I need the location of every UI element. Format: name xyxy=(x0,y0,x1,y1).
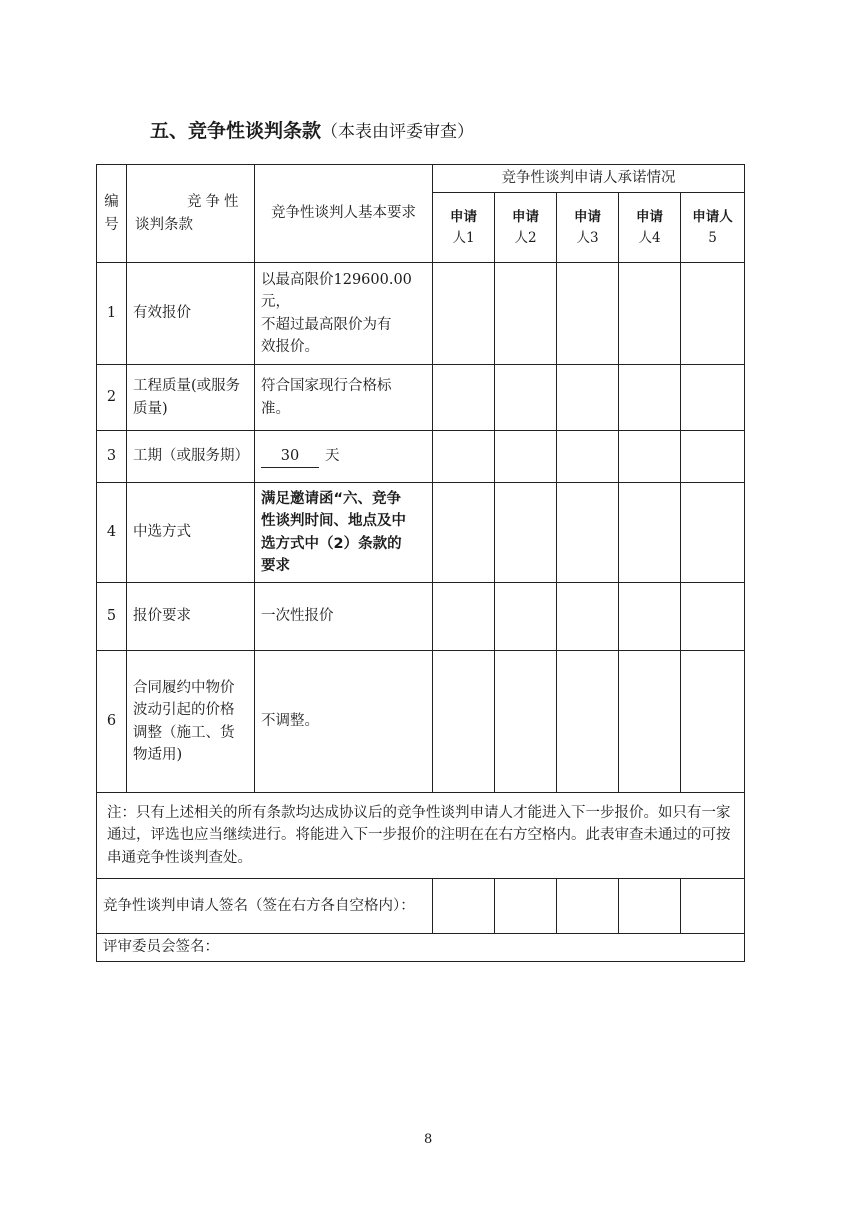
commitment-cell[interactable] xyxy=(557,365,619,431)
section-title-note: （本表由评委审查） xyxy=(321,122,475,142)
header-applicant-1: 申请 人1 xyxy=(433,193,495,263)
commitment-cell[interactable] xyxy=(557,583,619,651)
commitment-cell[interactable] xyxy=(681,263,745,365)
commitment-cell[interactable] xyxy=(681,365,745,431)
commitment-cell[interactable] xyxy=(557,483,619,583)
section-title-main: 五、竞争性谈判条款 xyxy=(150,120,322,142)
duration-unit: 天 xyxy=(325,447,340,464)
commitment-cell[interactable] xyxy=(433,431,495,483)
commitment-cell[interactable] xyxy=(433,263,495,365)
commitment-cell[interactable] xyxy=(495,431,557,483)
commitment-cell[interactable] xyxy=(619,431,681,483)
commitment-cell[interactable] xyxy=(495,651,557,793)
signature-cell[interactable] xyxy=(681,879,745,934)
page-number: 8 xyxy=(424,1132,433,1147)
commitment-cell[interactable] xyxy=(557,263,619,365)
commitment-cell[interactable] xyxy=(557,431,619,483)
commitment-cell[interactable] xyxy=(433,483,495,583)
applicant-signature-label: 竞争性谈判申请人签名（签在右方各自空格内）： xyxy=(97,879,433,934)
commitment-cell[interactable] xyxy=(619,263,681,365)
commitment-cell[interactable] xyxy=(433,651,495,793)
row-clause: 工程质量(或服务质量) xyxy=(127,365,255,431)
signature-cell[interactable] xyxy=(619,879,681,934)
commitment-cell[interactable] xyxy=(433,365,495,431)
table-row xyxy=(97,431,745,483)
row-requirement: 不调整。 xyxy=(255,651,433,793)
row-requirement: 以最高限价129600.00 元， 不超过最高限价为有 效报价。 xyxy=(255,263,433,365)
row-no: 1 xyxy=(97,263,127,365)
header-requirement: 竞争性谈判人基本要求 xyxy=(255,165,433,263)
signature-cell[interactable] xyxy=(433,879,495,934)
commitment-cell[interactable] xyxy=(619,365,681,431)
row-no: 4 xyxy=(97,483,127,583)
row-clause: 工期（或服务期） xyxy=(127,431,255,483)
row-clause: 有效报价 xyxy=(127,263,255,365)
negotiation-terms-table xyxy=(96,164,745,962)
commitment-cell[interactable] xyxy=(619,651,681,793)
row-requirement xyxy=(255,431,433,483)
table-row xyxy=(97,365,745,431)
commitment-cell[interactable] xyxy=(557,651,619,793)
commitment-cell[interactable] xyxy=(619,583,681,651)
header-clause: 竞争性 谈判条款 xyxy=(127,165,255,263)
row-clause: 合同履约中物价波动引起的价格调整（施工、货物适用) xyxy=(127,651,255,793)
header-applicant-3: 申请 人3 xyxy=(557,193,619,263)
committee-signature-label: 评审委员会签名： xyxy=(97,934,745,962)
section-title xyxy=(150,116,474,143)
header-applicant-2: 申请 人2 xyxy=(495,193,557,263)
header-commitment: 竞争性谈判申请人承诺情况 xyxy=(433,165,745,193)
row-no: 2 xyxy=(97,365,127,431)
commitment-cell[interactable] xyxy=(681,431,745,483)
commitment-cell[interactable] xyxy=(681,483,745,583)
duration-value: 30 xyxy=(261,445,319,468)
commitment-cell[interactable] xyxy=(495,263,557,365)
row-requirement: 满足邀请函“六、竞争 性谈判时间、地点及中 选方式中（2）条款的 要求 xyxy=(255,483,433,583)
commitment-cell[interactable] xyxy=(495,483,557,583)
row-no: 6 xyxy=(97,651,127,793)
row-clause: 中选方式 xyxy=(127,483,255,583)
commitment-cell[interactable] xyxy=(619,483,681,583)
table-row xyxy=(97,483,745,583)
header-applicant-4: 申请 人4 xyxy=(619,193,681,263)
row-clause: 报价要求 xyxy=(127,583,255,651)
row-requirement: 符合国家现行合格标 准。 xyxy=(255,365,433,431)
table-row xyxy=(97,651,745,793)
commitment-cell[interactable] xyxy=(681,583,745,651)
signature-cell[interactable] xyxy=(495,879,557,934)
row-no: 5 xyxy=(97,583,127,651)
signature-cell[interactable] xyxy=(557,879,619,934)
commitment-cell[interactable] xyxy=(495,583,557,651)
table-row xyxy=(97,583,745,651)
commitment-cell[interactable] xyxy=(681,651,745,793)
commitment-cell[interactable] xyxy=(433,583,495,651)
header-no: 编号 xyxy=(97,165,127,263)
commitment-cell[interactable] xyxy=(495,365,557,431)
row-no: 3 xyxy=(97,431,127,483)
table-note: 注：只有上述相关的所有条款均达成协议后的竞争性谈判申请人才能进入下一步报价。如只有一家通过，评选也应当继续进行。将能进入下一步报价的注明在在右方空格内。此表审查未通过的可按串通竞争性谈判查处。 xyxy=(97,793,745,879)
table-row xyxy=(97,263,745,365)
row-requirement: 一次性报价 xyxy=(255,583,433,651)
header-applicant-5: 申请人 5 xyxy=(681,193,745,263)
